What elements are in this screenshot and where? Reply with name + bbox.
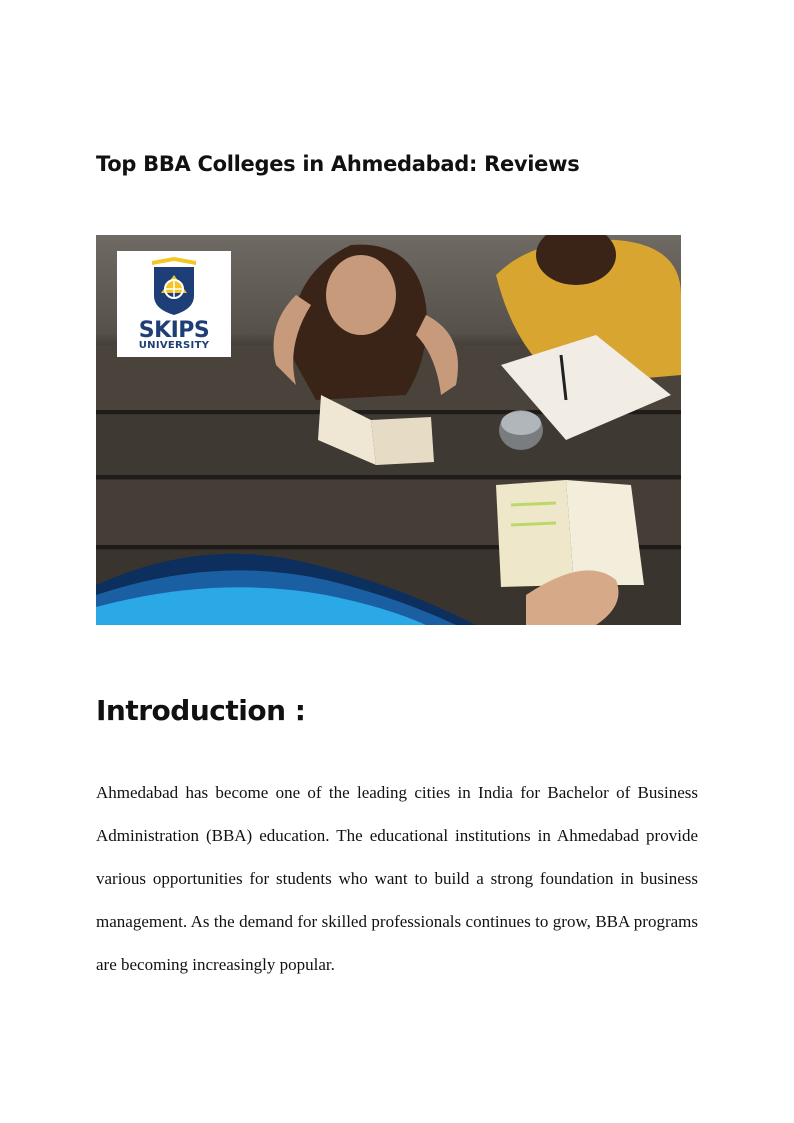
hero-photo [96,235,681,625]
document-title: Top BBA Colleges in Ahmedabad: Reviews [96,152,580,176]
section-heading: Introduction : [96,694,306,727]
shield-emblem-icon [117,251,231,321]
logo-wordmark: SKIPS [138,318,210,343]
intro-paragraph: Ahmedabad has become one of the leading cities in India for Bachelor of Business Administration (BBA) education. The educational institutions in Ahmedabad provide various opportunities for students who want to build a strong foundation in business management. As the demand for skilled professionals continues to grow, BBA programs are becoming increasingly popular. [96,783,698,974]
logo-subtitle: UNIVERSITY [138,340,210,351]
skips-logo [117,251,231,357]
